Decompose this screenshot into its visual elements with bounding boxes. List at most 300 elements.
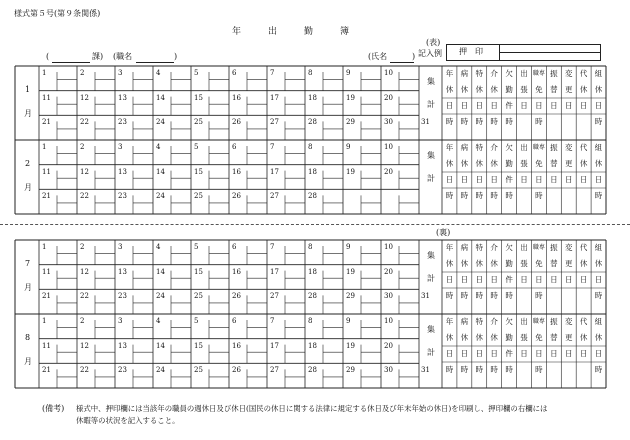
tally-unit-hours: 時 xyxy=(535,291,543,300)
tally-unit-hours: 時 xyxy=(445,117,454,126)
tally-unit-days: 日 xyxy=(535,175,543,184)
day-number: 4 xyxy=(156,143,161,151)
tally-unit-days: 件 xyxy=(505,349,513,358)
day-number: 30 xyxy=(384,292,393,301)
day-number: 16 xyxy=(232,93,241,102)
tally-unit-hours: 時 xyxy=(535,191,543,200)
day-number: 2 xyxy=(80,243,85,251)
month-number: 8 xyxy=(25,333,31,342)
tally-header-mid: 休 xyxy=(475,259,484,268)
tally-unit-days: 日 xyxy=(535,349,543,358)
tally-header-top: 振 xyxy=(550,243,558,252)
tally-header-top: 組 xyxy=(594,143,603,152)
tally-unit-hours: 時 xyxy=(594,365,603,374)
tally-unit-days: 日 xyxy=(535,275,543,284)
tally-header-top: 介 xyxy=(490,143,498,152)
tally-unit-days: 日 xyxy=(550,349,558,358)
day-number: 26 xyxy=(232,366,241,375)
day-number: 28 xyxy=(308,118,317,127)
tally-header-mid: 休 xyxy=(579,85,588,94)
tally-header-top: 変 xyxy=(564,143,573,152)
tally-unit-days: 日 xyxy=(460,349,469,358)
day-number: 12 xyxy=(80,341,89,350)
day-number: 14 xyxy=(156,167,165,176)
day-number: 22 xyxy=(80,292,89,301)
tally-unit-days: 日 xyxy=(579,175,588,184)
month-number: 1 xyxy=(25,85,31,94)
tally-unit-days: 日 xyxy=(490,175,498,184)
day-number: 29 xyxy=(346,366,355,375)
tally-header-top: 出 xyxy=(520,317,528,326)
day-number: 6 xyxy=(232,317,237,325)
day-number: 20 xyxy=(384,267,393,276)
tally-unit-days: 日 xyxy=(564,275,573,284)
tally-header-top: 組 xyxy=(594,317,603,326)
tally-unit-days: 日 xyxy=(490,349,498,358)
tally-header-top: 年 xyxy=(445,317,454,326)
tally-unit-days: 日 xyxy=(594,175,603,184)
tally-header-top: 職専 xyxy=(532,318,545,325)
day-number: 5 xyxy=(194,317,199,325)
tally-unit-days: 日 xyxy=(460,175,469,184)
day-number: 5 xyxy=(194,243,199,251)
day-number: 19 xyxy=(346,93,355,102)
tally-header-top: 出 xyxy=(520,243,528,252)
day-number: 14 xyxy=(156,93,165,102)
tally-header-mid: 更 xyxy=(564,333,573,342)
tally-header-mid: 勤 xyxy=(505,333,513,342)
tally-header-mid: 休 xyxy=(460,85,469,94)
tally-unit-days: 日 xyxy=(445,175,454,184)
tally-unit-days: 日 xyxy=(520,175,528,184)
stamp-label: 押 印 xyxy=(459,47,483,56)
day-number: 25 xyxy=(194,118,203,127)
tally-header-mid: 休 xyxy=(490,333,498,342)
tally-label-top: 集 xyxy=(427,77,435,86)
day-number: 9 xyxy=(346,243,351,251)
tally-header-mid: 張 xyxy=(520,159,528,168)
tally-header-top: 欠 xyxy=(505,243,513,252)
tally-header-mid: 休 xyxy=(460,259,469,268)
day-number: 13 xyxy=(118,341,127,350)
day-number: 15 xyxy=(194,93,203,102)
position-label: (職名 xyxy=(113,52,133,61)
tally-header-mid: 休 xyxy=(490,85,498,94)
day-number: 6 xyxy=(232,143,237,151)
day-number: 21 xyxy=(42,366,51,375)
tally-unit-hours: 時 xyxy=(535,365,543,374)
day-number: 31 xyxy=(421,292,430,301)
day-number: 20 xyxy=(384,167,393,176)
tally-unit-hours: 時 xyxy=(445,191,454,200)
tally-header-top: 年 xyxy=(445,243,454,252)
tally-header-top: 出 xyxy=(520,143,528,152)
tally-unit-days: 日 xyxy=(460,275,469,284)
tally-header-top: 振 xyxy=(550,69,558,78)
day-number: 28 xyxy=(308,366,317,375)
tally-unit-hours: 時 xyxy=(490,291,498,300)
name-label: (氏名 xyxy=(368,52,388,61)
tally-unit-days: 日 xyxy=(520,275,528,284)
day-number: 5 xyxy=(194,69,199,77)
day-number: 17 xyxy=(270,93,279,102)
tally-label-bottom: 計 xyxy=(427,100,435,109)
day-number: 12 xyxy=(80,93,89,102)
tally-header-mid: 休 xyxy=(445,159,454,168)
name-close: ) xyxy=(412,52,416,61)
tally-unit-days: 件 xyxy=(505,101,513,110)
day-number: 7 xyxy=(270,243,275,251)
tally-header-top: 特 xyxy=(475,143,484,152)
tally-header-top: 代 xyxy=(579,317,588,326)
tally-header-mid: 休 xyxy=(594,259,603,268)
tally-header-top: 変 xyxy=(564,69,573,78)
day-number: 24 xyxy=(156,292,165,301)
tally-header-top: 欠 xyxy=(505,317,513,326)
tally-header-top: 欠 xyxy=(505,143,513,152)
tally-unit-days: 日 xyxy=(445,101,454,110)
tally-header-top: 病 xyxy=(460,317,469,326)
day-number: 26 xyxy=(232,118,241,127)
day-number: 9 xyxy=(346,69,351,77)
tally-header-mid: 勤 xyxy=(505,85,513,94)
tally-header-mid: 免 xyxy=(535,333,543,342)
tally-unit-days: 日 xyxy=(445,275,454,284)
tally-unit-days: 日 xyxy=(520,101,528,110)
day-number: 26 xyxy=(232,292,241,301)
form-number: 様式第５号(第９条関係) xyxy=(14,9,101,18)
tally-header-mid: 休 xyxy=(475,159,484,168)
tally-label-bottom: 計 xyxy=(427,174,435,183)
day-number: 15 xyxy=(194,267,203,276)
day-number: 16 xyxy=(232,167,241,176)
tally-header-mid: 休 xyxy=(594,333,603,342)
day-number: 2 xyxy=(80,143,85,151)
tally-unit-hours: 時 xyxy=(460,365,469,374)
back-side-label: (裏) xyxy=(436,228,451,237)
day-number: 17 xyxy=(270,341,279,350)
day-number: 8 xyxy=(308,69,313,77)
tally-header-mid: 休 xyxy=(579,259,588,268)
tally-unit-hours: 時 xyxy=(505,191,513,200)
day-number: 18 xyxy=(308,167,317,176)
month-unit-label: 月 xyxy=(24,357,32,366)
tally-header-mid: 休 xyxy=(445,85,454,94)
tally-header-mid: 替 xyxy=(550,85,558,94)
day-number: 21 xyxy=(42,118,51,127)
tally-header-mid: 勤 xyxy=(505,159,513,168)
day-number: 22 xyxy=(80,366,89,375)
tally-label-top: 集 xyxy=(427,251,435,260)
tally-unit-hours: 時 xyxy=(475,191,484,200)
day-number: 18 xyxy=(308,267,317,276)
tally-unit-hours: 時 xyxy=(594,117,603,126)
tally-header-top: 欠 xyxy=(505,69,513,78)
section-label: 課) xyxy=(92,52,104,61)
day-number: 2 xyxy=(80,69,85,77)
tally-unit-days: 日 xyxy=(594,101,603,110)
tally-unit-days: 件 xyxy=(505,275,513,284)
tally-unit-days: 日 xyxy=(490,101,498,110)
day-number: 8 xyxy=(308,243,313,251)
note-label: (備考) xyxy=(42,404,65,413)
day-number: 3 xyxy=(118,69,123,77)
day-number: 19 xyxy=(346,167,355,176)
tally-header-top: 代 xyxy=(579,243,588,252)
day-number: 1 xyxy=(42,69,47,77)
tally-header-mid: 免 xyxy=(535,85,543,94)
page-separator xyxy=(0,224,630,226)
tally-header-top: 特 xyxy=(475,69,484,78)
tally-unit-days: 日 xyxy=(564,175,573,184)
day-number: 10 xyxy=(384,69,393,77)
tally-unit-hours: 時 xyxy=(490,191,498,200)
tally-header-mid: 休 xyxy=(579,159,588,168)
day-number: 27 xyxy=(270,192,279,201)
tally-header-top: 変 xyxy=(564,243,573,252)
tally-unit-hours: 時 xyxy=(594,191,603,200)
month-number: 2 xyxy=(25,159,31,168)
day-number: 27 xyxy=(270,366,279,375)
tally-unit-days: 日 xyxy=(564,101,573,110)
day-number: 25 xyxy=(194,366,203,375)
tally-unit-days: 日 xyxy=(535,101,543,110)
tally-header-top: 特 xyxy=(475,243,484,252)
day-number: 4 xyxy=(156,317,161,325)
day-number: 7 xyxy=(270,143,275,151)
day-number: 14 xyxy=(156,267,165,276)
tally-header-mid: 休 xyxy=(490,259,498,268)
day-number: 28 xyxy=(308,192,317,201)
day-number: 8 xyxy=(308,143,313,151)
day-number: 2 xyxy=(80,317,85,325)
tally-unit-days: 日 xyxy=(579,275,588,284)
day-number: 8 xyxy=(308,317,313,325)
note-line-1: 様式中、押印欄には当該年の職員の週休日及び休日(国民の休日に関する法律に規定する休日及び年末年始の休日)を印刷し、押印欄の右欄には xyxy=(76,404,548,413)
tally-unit-hours: 時 xyxy=(505,365,513,374)
tally-unit-hours: 時 xyxy=(445,365,454,374)
day-number: 1 xyxy=(42,317,47,325)
tally-unit-hours: 時 xyxy=(460,117,469,126)
day-number: 21 xyxy=(42,192,51,201)
tally-header-mid: 休 xyxy=(445,333,454,342)
tally-header-top: 介 xyxy=(490,317,498,326)
day-number: 29 xyxy=(346,118,355,127)
day-number: 12 xyxy=(80,267,89,276)
tally-unit-hours: 時 xyxy=(490,365,498,374)
day-number: 16 xyxy=(232,267,241,276)
tally-header-top: 出 xyxy=(520,69,528,78)
day-number: 7 xyxy=(270,69,275,77)
tally-unit-days: 日 xyxy=(594,275,603,284)
tally-header-mid: 張 xyxy=(520,85,528,94)
tally-header-top: 職専 xyxy=(532,144,545,151)
tally-header-top: 変 xyxy=(564,317,573,326)
tally-label-bottom: 計 xyxy=(427,274,435,283)
day-number: 30 xyxy=(384,118,393,127)
tally-unit-days: 日 xyxy=(475,349,484,358)
day-number: 23 xyxy=(118,118,127,127)
example-label: 記入例 xyxy=(418,49,442,58)
tally-unit-hours: 時 xyxy=(475,291,484,300)
day-number: 1 xyxy=(42,243,47,251)
day-number: 17 xyxy=(270,267,279,276)
position-close: ) xyxy=(174,52,178,61)
tally-header-mid: 張 xyxy=(520,333,528,342)
tally-unit-days: 日 xyxy=(564,349,573,358)
day-number: 15 xyxy=(194,167,203,176)
tally-header-mid: 更 xyxy=(564,85,573,94)
day-number: 26 xyxy=(232,192,241,201)
month-unit-label: 月 xyxy=(24,183,32,192)
day-number: 27 xyxy=(270,118,279,127)
tally-unit-hours: 時 xyxy=(594,291,603,300)
tally-unit-days: 日 xyxy=(445,349,454,358)
tally-header-mid: 休 xyxy=(475,85,484,94)
day-number: 24 xyxy=(156,192,165,201)
tally-header-mid: 勤 xyxy=(505,259,513,268)
tally-unit-hours: 時 xyxy=(460,191,469,200)
tally-header-top: 介 xyxy=(490,243,498,252)
day-number: 11 xyxy=(42,167,51,176)
tally-header-top: 病 xyxy=(460,143,469,152)
day-number: 3 xyxy=(118,317,123,325)
day-number: 31 xyxy=(421,366,430,375)
day-number: 4 xyxy=(156,243,161,251)
tally-header-mid: 休 xyxy=(579,333,588,342)
tally-unit-hours: 時 xyxy=(445,291,454,300)
day-number: 9 xyxy=(346,143,351,151)
day-number: 5 xyxy=(194,143,199,151)
tally-header-mid: 更 xyxy=(564,259,573,268)
day-number: 4 xyxy=(156,69,161,77)
tally-unit-days: 日 xyxy=(475,175,484,184)
day-number: 23 xyxy=(118,192,127,201)
tally-unit-hours: 時 xyxy=(535,117,543,126)
day-number: 9 xyxy=(346,317,351,325)
tally-header-mid: 休 xyxy=(460,333,469,342)
day-number: 17 xyxy=(270,167,279,176)
day-number: 28 xyxy=(308,292,317,301)
day-number: 11 xyxy=(42,341,51,350)
day-number: 23 xyxy=(118,366,127,375)
tally-unit-hours: 時 xyxy=(505,291,513,300)
tally-header-top: 職専 xyxy=(532,70,545,77)
day-number: 19 xyxy=(346,341,355,350)
tally-header-mid: 休 xyxy=(594,85,603,94)
day-number: 31 xyxy=(421,118,430,127)
tally-header-top: 特 xyxy=(475,317,484,326)
day-number: 3 xyxy=(118,243,123,251)
day-number: 21 xyxy=(42,292,51,301)
tally-label-top: 集 xyxy=(427,151,435,160)
tally-unit-days: 日 xyxy=(594,349,603,358)
tally-unit-days: 日 xyxy=(475,275,484,284)
day-number: 22 xyxy=(80,192,89,201)
tally-header-mid: 替 xyxy=(550,333,558,342)
section-open: ( xyxy=(46,52,50,61)
tally-label-bottom: 計 xyxy=(427,348,435,357)
tally-header-mid: 休 xyxy=(490,159,498,168)
day-number: 20 xyxy=(384,341,393,350)
tally-header-top: 職専 xyxy=(532,244,545,251)
tally-header-top: 年 xyxy=(445,143,454,152)
tally-unit-hours: 時 xyxy=(475,365,484,374)
tally-unit-hours: 時 xyxy=(475,117,484,126)
day-number: 13 xyxy=(118,267,127,276)
tally-header-mid: 休 xyxy=(594,159,603,168)
day-number: 16 xyxy=(232,341,241,350)
day-number: 13 xyxy=(118,93,127,102)
tally-header-top: 代 xyxy=(579,69,588,78)
day-number: 18 xyxy=(308,93,317,102)
tally-header-mid: 替 xyxy=(550,259,558,268)
day-number: 7 xyxy=(270,317,275,325)
day-number: 19 xyxy=(346,267,355,276)
tally-label-top: 集 xyxy=(427,325,435,334)
tally-unit-days: 日 xyxy=(520,349,528,358)
front-side-label: (表) xyxy=(426,38,441,47)
day-number: 18 xyxy=(308,341,317,350)
day-number: 10 xyxy=(384,317,393,325)
day-number: 14 xyxy=(156,341,165,350)
note-line-2: 休暇等の状況を記入すること。 xyxy=(76,416,180,425)
tally-unit-days: 日 xyxy=(550,275,558,284)
tally-header-top: 病 xyxy=(460,69,469,78)
day-number: 24 xyxy=(156,366,165,375)
day-number: 12 xyxy=(80,167,89,176)
tally-header-mid: 更 xyxy=(564,159,573,168)
day-number: 30 xyxy=(384,366,393,375)
tally-header-mid: 替 xyxy=(550,159,558,168)
tally-unit-days: 日 xyxy=(550,175,558,184)
tally-header-mid: 免 xyxy=(535,259,543,268)
tally-header-mid: 張 xyxy=(520,259,528,268)
tally-header-top: 介 xyxy=(490,69,498,78)
tally-unit-days: 件 xyxy=(505,175,513,184)
tally-header-top: 組 xyxy=(594,69,603,78)
day-number: 11 xyxy=(42,93,51,102)
tally-header-mid: 休 xyxy=(475,333,484,342)
day-number: 6 xyxy=(232,243,237,251)
day-number: 6 xyxy=(232,69,237,77)
day-number: 15 xyxy=(194,341,203,350)
form-title: 年 出 勤 簿 xyxy=(232,27,350,37)
tally-unit-days: 日 xyxy=(490,275,498,284)
tally-unit-days: 日 xyxy=(550,101,558,110)
day-number: 27 xyxy=(270,292,279,301)
tally-header-top: 組 xyxy=(594,243,603,252)
day-number: 22 xyxy=(80,118,89,127)
month-unit-label: 月 xyxy=(24,109,32,118)
day-number: 29 xyxy=(346,292,355,301)
day-number: 11 xyxy=(42,267,51,276)
tally-header-top: 病 xyxy=(460,243,469,252)
day-number: 23 xyxy=(118,292,127,301)
day-number: 25 xyxy=(194,292,203,301)
tally-header-top: 代 xyxy=(579,143,588,152)
day-number: 1 xyxy=(42,143,47,151)
tally-unit-days: 日 xyxy=(475,101,484,110)
tally-unit-hours: 時 xyxy=(490,117,498,126)
tally-header-top: 振 xyxy=(550,143,558,152)
tally-header-mid: 休 xyxy=(460,159,469,168)
day-number: 10 xyxy=(384,143,393,151)
tally-header-top: 年 xyxy=(445,69,454,78)
day-number: 24 xyxy=(156,118,165,127)
day-number: 25 xyxy=(194,192,203,201)
tally-unit-days: 日 xyxy=(579,349,588,358)
